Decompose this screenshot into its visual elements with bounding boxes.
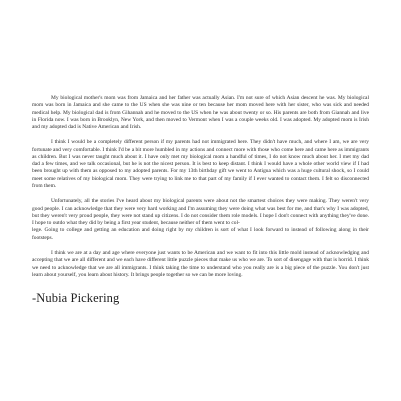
paragraph-1: My biological mother's mom was from Jamaica and her father was actually Asian. I'm not sure of which Asian descent he was. My biological mom was born in Jamaica and she came to the US when she was nine or ten because her mom moved here with her sister, who was sick and needed medical help. My biological dad is from Gihannah and he moved to the US when he was about twenty or so. His parents are both from Giannah and live in Florida now. I was born in Brooklyn, New York, and then moved to Vermont when I was a couple weeks old. I was adopted. My adopted mom is Irish and my adopted dad is Native American and Irish. — [32, 95, 369, 130]
author-signature: -Nubia Pickering — [32, 291, 120, 306]
document-page — [32, 95, 369, 305]
paragraph-2: I think I would be a completely different person if my parents had not immigrated here. They didn't have much, and where I am, we are very fortunate and very comfortable. I think I'd be a bit more humbled in my actions and connect more with those who come here and came here as immigrants as children. But I was never taught much about it. I have only met my biological mom a handful of times, I do not know much about her. I met my dad dad a few times, and we talk occasional, but he is not the nicest person. It is best to keep distant. I think I would have a whole other world view if I had been brought up with them as opposed to my adopted parents. For my 13th birthday gift we went to Antigua which was a huge cultural shock, so I could meet some relatives of my biological mom. They were trying to link me to that part of my family if I ever wanted to contact them. I felt so disconnected from them. — [32, 139, 369, 189]
paragraph-4: I think we are at a day and age where everyone just wants to be American and we want to fit into this little mold instead of acknowledging and accepting that we are all different and we each have different little puzzle pieces that make us who we are. To sort of disengage with that is horrid. I think we need to acknowledge that we are all immigrants. I think taking the time to understand who you really are is a big piece of the puzzle. You don't just learn about yourself, you learn about history. It brings people together so we can be more loving. — [32, 250, 369, 278]
paragraph-3: Unfortunately, all the stories I've heard about my biological parents were about not the smartest choices they were making. They weren't very good people. I can acknowledge that they were very hard working and I'm assuming they were doing what was best for me, and that's why I was adopted, but they weren't very proud people, they were not stand up citizens. I do not consider them role models. I hope I don't connect with anything they've done. I hope to outdo what they did by being a first year student, because neither of them went to col- lege. Going to college and getting an education and doing right by my children is sort of what I look forward to instead of following along in their footsteps. — [32, 198, 369, 241]
